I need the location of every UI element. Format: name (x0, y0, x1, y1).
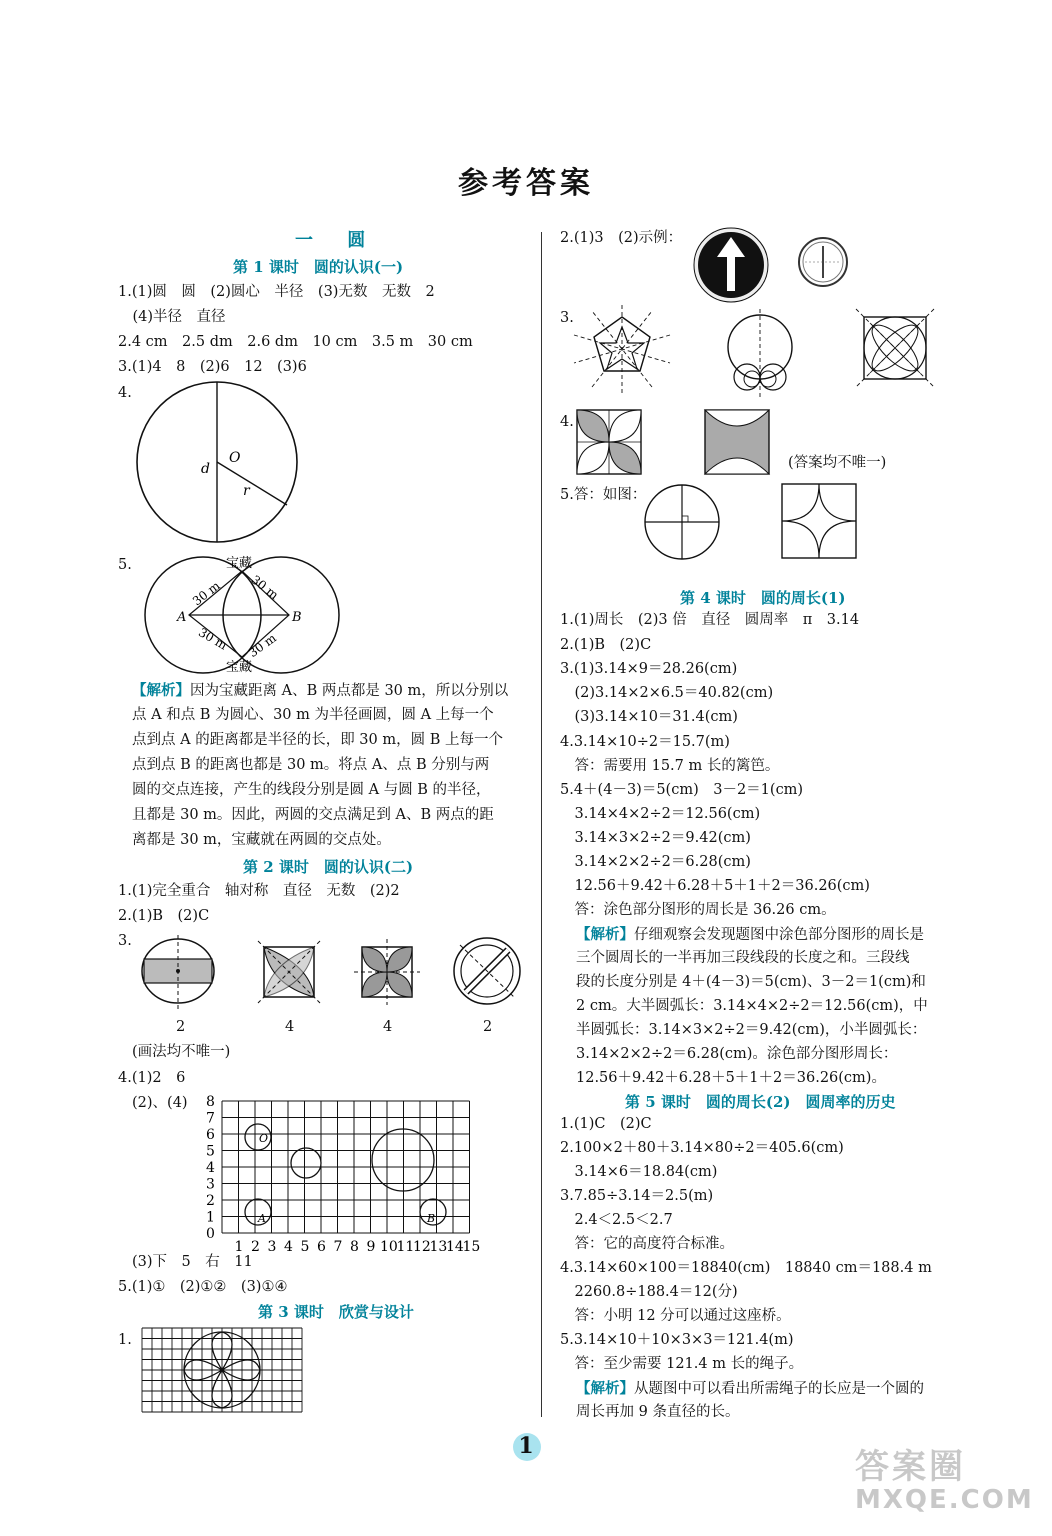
dist-2: 30 m (248, 572, 282, 603)
grid-x-label: 2 (251, 1239, 260, 1255)
r-q2: 2.(1)3 (2)示例： (560, 230, 683, 246)
grid-x-label: 12 (413, 1239, 431, 1255)
grid-x-label: 4 (284, 1239, 293, 1255)
r-q3-fig-2 (728, 309, 792, 397)
grid-y-label: 8 (206, 1094, 215, 1110)
l2-q3-fig-2 (258, 941, 320, 1003)
grid-x-label: 1 (234, 1239, 244, 1255)
r-q4: 4. (560, 414, 574, 430)
l3-design-grid (142, 1328, 302, 1413)
l5-line-2: 2.100×2＋80＋3.14×80÷2＝405.6(cm) (560, 1140, 844, 1156)
point-b: B (292, 610, 302, 625)
l4-line-9: 3.14×4×2÷2＝12.56(cm) (560, 806, 761, 822)
analysis-line-5: 圆的交点连接，产生的线段分别是圆 A 与圆 B 的半径， (132, 782, 491, 798)
analysis-line-7: 离都是 30 m，宝藏就在两圆的交点处。 (132, 832, 391, 848)
dist-1: 30 m (190, 578, 223, 609)
l5-line-4: 3.7.85÷3.14＝2.5(m) (560, 1188, 714, 1204)
l2-q3-note: (画法均不唯一) (132, 1044, 231, 1060)
r-q4-note: (答案均不唯一) (788, 455, 887, 471)
l4-line-10: 3.14×3×2÷2＝9.42(cm) (560, 830, 751, 846)
l2-q4-3: (3)下 5 右 11 (132, 1254, 253, 1270)
l4-line-13: 答：涂色部分图形的周长是 36.26 cm。 (560, 902, 836, 918)
q4-radius (217, 462, 287, 505)
treasure-top: 宝藏 (226, 556, 253, 571)
l4-line-7: 答：需要用 15.7 m 长的篱笆。 (560, 758, 780, 774)
l2-line-2: 2.(1)B (2)C (118, 908, 210, 924)
r-q3: 3. (560, 310, 574, 326)
l1-line-2: (4)半径 直径 (118, 309, 226, 325)
r-analysis-line-4: 2 cm。大半圆弧长：3.14×4×2÷2＝12.56(cm)，中 (576, 998, 928, 1014)
page-title: 参考答案 (458, 166, 594, 201)
r-q3-figures (572, 305, 942, 400)
unit-title: 一 圆 (295, 230, 380, 251)
l2-line-1: 1.(1)完全重合 轴对称 直径 无数 (2)2 (118, 883, 400, 899)
r-q3-fig-3 (856, 309, 934, 387)
r-analysis2-tag: 【解析】 (576, 1380, 634, 1397)
clock-figure (797, 236, 849, 288)
r-q4-fig-1 (577, 410, 641, 474)
analysis-line-1 (132, 678, 508, 704)
q4-label-o: O (229, 450, 241, 466)
analysis-text-1: 因为宝藏距离 A、B 两点都是 30 m，所以分别以 (190, 683, 509, 699)
watermark (855, 1448, 1034, 1514)
grid-label-a: A (258, 1212, 266, 1225)
l2-q4-label: (2)、(4) (132, 1095, 188, 1111)
l2-q3-count-1: 2 (176, 1019, 186, 1035)
watermark-top: 答案圈 (855, 1447, 966, 1487)
l1-line-4: 3.(1)4 8 (2)6 12 (3)6 (118, 359, 307, 375)
l5-line-6: 答：它的高度符合标准。 (560, 1236, 734, 1252)
dist-4: 30 m (246, 630, 279, 661)
l1-line-5: 4. (118, 385, 132, 401)
l2-q3-count-4: 2 (483, 1019, 493, 1035)
l3-q1: 1. (118, 1332, 132, 1348)
grid-x-label: 15 (462, 1239, 481, 1255)
r-analysis-line-7: 12.56＋9.42＋6.28＋5＋1＋2＝36.26(cm)。 (576, 1070, 886, 1086)
grid-x-label: 6 (317, 1239, 326, 1255)
l5-line-7: 4.3.14×60×100＝18840(cm) 18840 cm＝188.4 m (560, 1260, 932, 1276)
l5-line-5: 2.4＜2.5＜2.7 (560, 1212, 673, 1228)
q4-label-r: r (243, 483, 250, 499)
r-analysis-line-5: 半圆弧长：3.14×3×2÷2＝9.42(cm)，小半圆弧长： (576, 1022, 927, 1038)
grid-y-label: 5 (206, 1143, 215, 1160)
grid-x-label: 3 (267, 1239, 277, 1255)
grid-y-label: 3 (206, 1176, 215, 1193)
treasure-bottom: 宝藏 (226, 660, 253, 675)
l2-q3-count-2: 4 (285, 1019, 295, 1035)
grid-y-label: 4 (206, 1160, 215, 1176)
l2-q3-count-3: 4 (383, 1019, 393, 1035)
l5-line-10: 5.3.14×10＋10×3×3＝121.4(m) (560, 1332, 794, 1348)
r-q5-fig-2 (782, 484, 856, 558)
grid-x-label: 7 (333, 1239, 343, 1255)
l4-line-12: 12.56＋9.42＋6.28＋5＋1＋2＝36.26(cm) (560, 878, 870, 894)
watermark-bottom: MXQE.COM (855, 1485, 1034, 1515)
l4-line-3: 3.(1)3.14×9＝28.26(cm) (560, 661, 738, 677)
l2-q3-fig-4 (454, 938, 520, 1004)
l5-line-8: 2260.8÷188.4＝12(分) (560, 1284, 738, 1300)
l2-q5: 5.(1)① (2)①② (3)①④ (118, 1279, 288, 1295)
grid-y-label: 7 (206, 1110, 215, 1127)
q4-label-d: d (201, 461, 210, 477)
r-analysis2-line-2: 周长再加 9 条直径的长。 (576, 1404, 740, 1420)
l1-line-3: 2.4 cm 2.5 dm 2.6 dm 10 cm 3.5 m 30 cm (118, 334, 473, 350)
analysis-line-6: 且都是 30 m。因此，两圆的交点满足到 A、B 两点的距 (132, 807, 494, 823)
lesson-1-title: 第 1 课时 圆的认识(一) (233, 258, 404, 276)
grid-x-label: 11 (396, 1239, 415, 1255)
grid-x-label: 8 (350, 1239, 359, 1255)
r-analysis2-line-1 (576, 1376, 924, 1402)
lesson-2-title: 第 2 课时 圆的认识(二) (243, 858, 414, 876)
l4-line-8: 5.4＋(4－3)＝5(cm) 3－2＝1(cm) (560, 782, 804, 798)
r-q5: 5.答：如图： (560, 487, 647, 503)
point-a: A (177, 610, 187, 625)
lesson-4-title: 第 4 课时 圆的周长(1) (680, 589, 846, 607)
analysis-line-2: 点 A 和点 B 为圆心、30 m 为半径画圆，圆 A 上每一个 (132, 707, 494, 723)
r-q3-fig-1 (574, 305, 670, 393)
traffic-sign-figure (693, 227, 769, 303)
lesson-3-title: 第 3 课时 欣赏与设计 (258, 1303, 414, 1321)
grid-x-label: 9 (366, 1239, 376, 1255)
r-q5-figures (642, 482, 862, 562)
l4-line-5: (3)3.14×10＝31.4(cm) (560, 709, 738, 725)
l4-line-6: 4.3.14×10÷2＝15.7(m) (560, 734, 730, 750)
r-analysis-text-1: 仔细观察会发现题图中涂色部分图形的周长是 (634, 927, 924, 943)
grid-label-o: O (259, 1132, 269, 1145)
grid-y-label: 6 (206, 1127, 215, 1143)
l4-line-1: 1.(1)周长 (2)3 倍 直径 圆周率 π 3.14 (560, 612, 860, 628)
q5-number: 5. (118, 557, 132, 573)
r-analysis-line-6: 3.14×2×2÷2＝6.28(cm)。涂色部分图形周长： (576, 1046, 898, 1062)
grid-x-label: 10 (380, 1239, 398, 1255)
grid-y-label: 2 (206, 1193, 215, 1209)
grid-circle-mid (291, 1148, 321, 1178)
l4-line-11: 3.14×2×2÷2＝6.28(cm) (560, 854, 751, 870)
l5-line-3: 3.14×6＝18.84(cm) (560, 1164, 718, 1180)
l2-line-3: 3. (118, 933, 132, 949)
grid-x-label: 5 (300, 1239, 310, 1255)
l4-line-4: (2)3.14×2×6.5＝40.82(cm) (560, 685, 774, 701)
analysis-line-4: 点到点 B 的距离也都是 30 m。将点 A、点 B 分别与两 (132, 757, 490, 773)
q5-treasure-figure (135, 553, 345, 675)
r-analysis-line-2: 三个圆周长的一半再加三段线段的长度之和。三段线 (576, 950, 910, 966)
l5-line-1: 1.(1)C (2)C (560, 1116, 652, 1132)
l1-line-1: 1.(1)圆 圆 (2)圆心 半径 (3)无数 无数 2 (118, 284, 435, 300)
dist-3: 30 m (196, 625, 230, 653)
analysis-tag: 【解析】 (132, 682, 190, 699)
grid-x-label: 14 (446, 1239, 464, 1255)
l2-q3-figures (140, 935, 530, 1013)
l2-q4: 4.(1)2 6 (118, 1070, 186, 1086)
grid-y-label: 1 (206, 1209, 215, 1226)
q4-circle-figure (135, 380, 300, 545)
r-analysis2-text-1: 从题图中可以看出所需绳子的长应是一个圆的 (634, 1381, 924, 1397)
r-q4-fig-2 (705, 410, 769, 474)
r-analysis-line-3: 段的长度分别是 4＋(4－3)＝5(cm)、3－2＝1(cm)和 (576, 974, 926, 990)
r-analysis-tag: 【解析】 (576, 926, 634, 943)
page-number: 1 (518, 1433, 534, 1459)
coordinate-grid (200, 1094, 481, 1255)
l5-line-11: 答：至少需要 121.4 m 长的绳子。 (560, 1356, 804, 1372)
l5-line-9: 答：小明 12 分可以通过这座桥。 (560, 1308, 791, 1324)
grid-label-b: B (427, 1212, 436, 1225)
r-analysis-line-1 (576, 922, 924, 948)
grid-x-label: 13 (429, 1239, 448, 1255)
analysis-line-3: 点到点 A 的距离都是半径的长，即 30 m，圆 B 上每一个 (132, 732, 503, 748)
column-divider (541, 232, 542, 1417)
l2-q3-fig-1 (142, 935, 214, 1009)
l2-q3-fig-3 (354, 939, 420, 1005)
grid-y-label: 0 (206, 1226, 215, 1242)
l4-line-2: 2.(1)B (2)C (560, 637, 652, 653)
r-q4-figures (576, 408, 776, 478)
lesson-5-title: 第 5 课时 圆的周长(2) 圆周率的历史 (625, 1093, 896, 1111)
r-q5-fig-1 (645, 485, 719, 559)
